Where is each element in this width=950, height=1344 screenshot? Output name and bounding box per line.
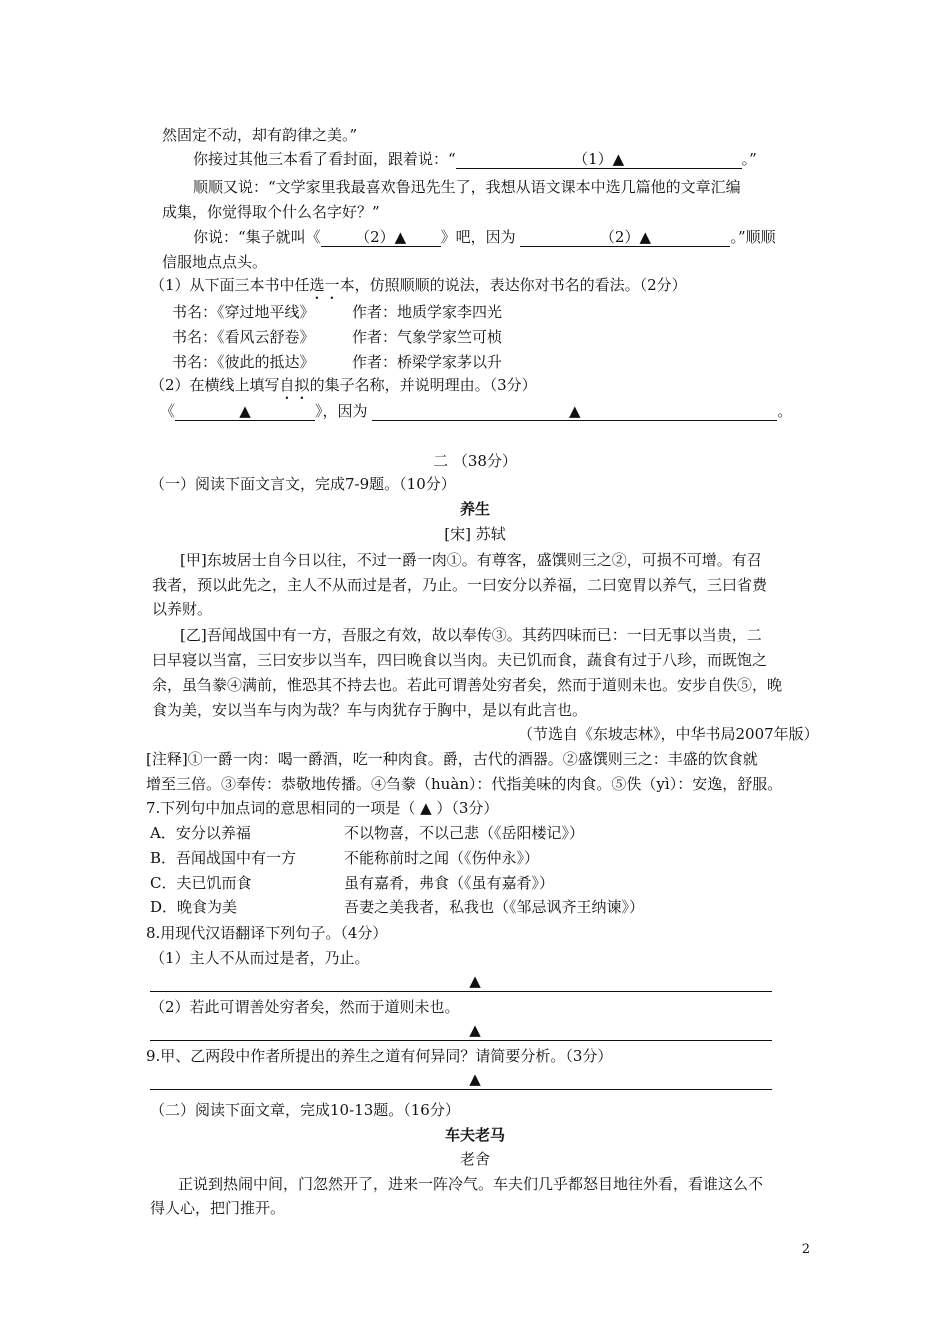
q7-option-d[interactable]: D．晚食为美 吾妻之美我者，私我也（《邹忌讽齐王纳谏》） — [150, 898, 645, 916]
answer-blank-2a[interactable]: （2）▲ — [321, 228, 441, 247]
part1-instruction: （一）阅读下面文言文，完成7-9题。（10分） — [150, 475, 456, 493]
yi-line-1: [乙]吾闻战国中有一方，吾服之有效，故以奉传③。其药四味而已：一曰无事以当贵，二 — [180, 626, 762, 644]
notes-line-1: [注释]①一爵一肉：喝一爵酒，吃一种肉食。爵，古代的酒器。②盛馔则三之：丰盛的饮食就 — [146, 750, 758, 768]
q8-answer-2-marker[interactable]: ▲ — [469, 1021, 481, 1039]
q8-sentence-1: （1）主人不从而过是者，乃止。 — [150, 949, 370, 967]
q8-answer-1-marker[interactable]: ▲ — [469, 972, 481, 990]
q8-answer-2-line — [150, 1040, 772, 1041]
q9-answer-line — [150, 1089, 772, 1090]
source-note: （节选自《东坡志林》，中华书局2007年版） — [518, 725, 819, 743]
q6-sub2: （2）在横线上填写自拟的集子名称，并说明理由。（3分） — [150, 376, 537, 394]
q9-answer-marker[interactable]: ▲ — [469, 1070, 481, 1088]
q9-stem: 9.甲、乙两段中作者所提出的养生之道有何异同？请简要分析。（3分） — [146, 1047, 613, 1065]
q6-reason-blank[interactable]: ▲ — [372, 402, 777, 421]
q7-stem: 7.下列句中加点词的意思相同的一项是（ ▲ ）（3分） — [146, 799, 499, 817]
part2-title: 车夫老马 — [444, 1126, 505, 1144]
yi-line-4: 食为美，安以当车与肉为哉？车与肉犹存于胸中，是以有此言也。 — [152, 701, 588, 719]
yi-line-2: 曰早寝以当富，三曰安步以当车，四曰晚食以当肉。夫已饥而食，蔬食有过于八珍，而既饱之 — [152, 651, 768, 669]
intro-line-2: 你接过其他三本看了看封面，跟着说：“ （1）▲ 。” — [193, 150, 757, 168]
intro-line-6: 信服地点点头。 — [162, 253, 268, 271]
intro-line-5: 你说：“集子就叫《 （2）▲ 》吧，因为 （2）▲ 。”顺顺 — [193, 228, 776, 246]
page-number: 2 — [801, 1242, 810, 1257]
section-heading: 二 （38分） — [433, 452, 517, 470]
part2-body-line-2: 得人心，把门推开。 — [150, 1199, 286, 1217]
part2-body-line-1: 正说到热闹中间，门忽然开了，进来一阵冷气。车夫们几乎都怒目地往外看，看谁这么不 — [178, 1175, 764, 1193]
jia-line-1: [甲]东坡居士自今日以往，不过一爵一肉①。有尊客，盛馔则三之②，可损不可增。有召 — [180, 551, 762, 569]
jia-line-3: 以养财。 — [152, 600, 213, 618]
notes-line-2: 增至三倍。③奉传：恭敬地传播。④刍豢（huàn）：代指美味的肉食。⑤佚（yì）：安逸，舒服。 — [146, 775, 783, 793]
intro-line-3: 顺顺又说：“文学家里我最喜欢鲁迅先生了，我想从语文课本中选几篇他的文章汇编 — [193, 178, 741, 196]
text-author: [宋] 苏轼 — [444, 525, 506, 543]
q6-sub1: （1）从下面三本书中任选一本，仿照顺顺的说法，表达你对书名的看法。（2分） — [150, 276, 687, 294]
answer-blank-1[interactable]: （1）▲ — [456, 150, 742, 169]
book-row-1: 书名：《穿过地平线》 作者：地质学家李四光 — [172, 303, 503, 321]
q7-option-c[interactable]: C．夫已饥而食 虽有嘉肴，弗食（《虽有嘉肴》） — [150, 874, 555, 892]
q8-sentence-2: （2）若此可谓善处穷者矣，然而于道则未也。 — [150, 998, 460, 1016]
q7-option-a[interactable]: A．安分以养福 不以物喜，不以己悲（《岳阳楼记》） — [150, 824, 585, 842]
q8-answer-1-line — [150, 991, 772, 992]
part2-instruction: （二）阅读下面文章，完成10-13题。（16分） — [150, 1101, 460, 1119]
part2-author: 老舍 — [459, 1150, 490, 1168]
q6-title-blank[interactable]: ▲ — [175, 402, 315, 421]
book-row-3: 书名：《彼此的抵达》 作者：桥梁学家茅以升 — [172, 353, 503, 371]
yi-line-3: 余，虽刍豢④满前，惟恐其不持去也。若此可谓善处穷者矣，然而于道则未也。安步自佚⑤，晚 — [152, 676, 783, 694]
answer-blank-2b[interactable]: （2）▲ — [520, 228, 730, 247]
book-row-2: 书名：《看风云舒卷》 作者：气象学家竺可桢 — [172, 328, 503, 346]
jia-line-2: 我者，预以此先之，主人不从而过是者，乃止。一曰安分以养福，二曰宽胃以养气，三曰省费 — [152, 576, 768, 594]
q6-answer-line: 《 ▲ 》，因为 ▲ 。 — [160, 402, 793, 420]
intro-line-4: 成集，你觉得取个什么名字好？” — [162, 203, 380, 221]
q8-stem: 8.用现代汉语翻译下列句子。（4分） — [146, 924, 388, 942]
text-title: 养生 — [459, 500, 490, 518]
intro-line-1: 然固定不动，却有韵律之美。” — [162, 126, 358, 144]
q7-option-b[interactable]: B．吾闻战国中有一方 不能称前时之闻（《伤仲永》） — [150, 849, 540, 867]
